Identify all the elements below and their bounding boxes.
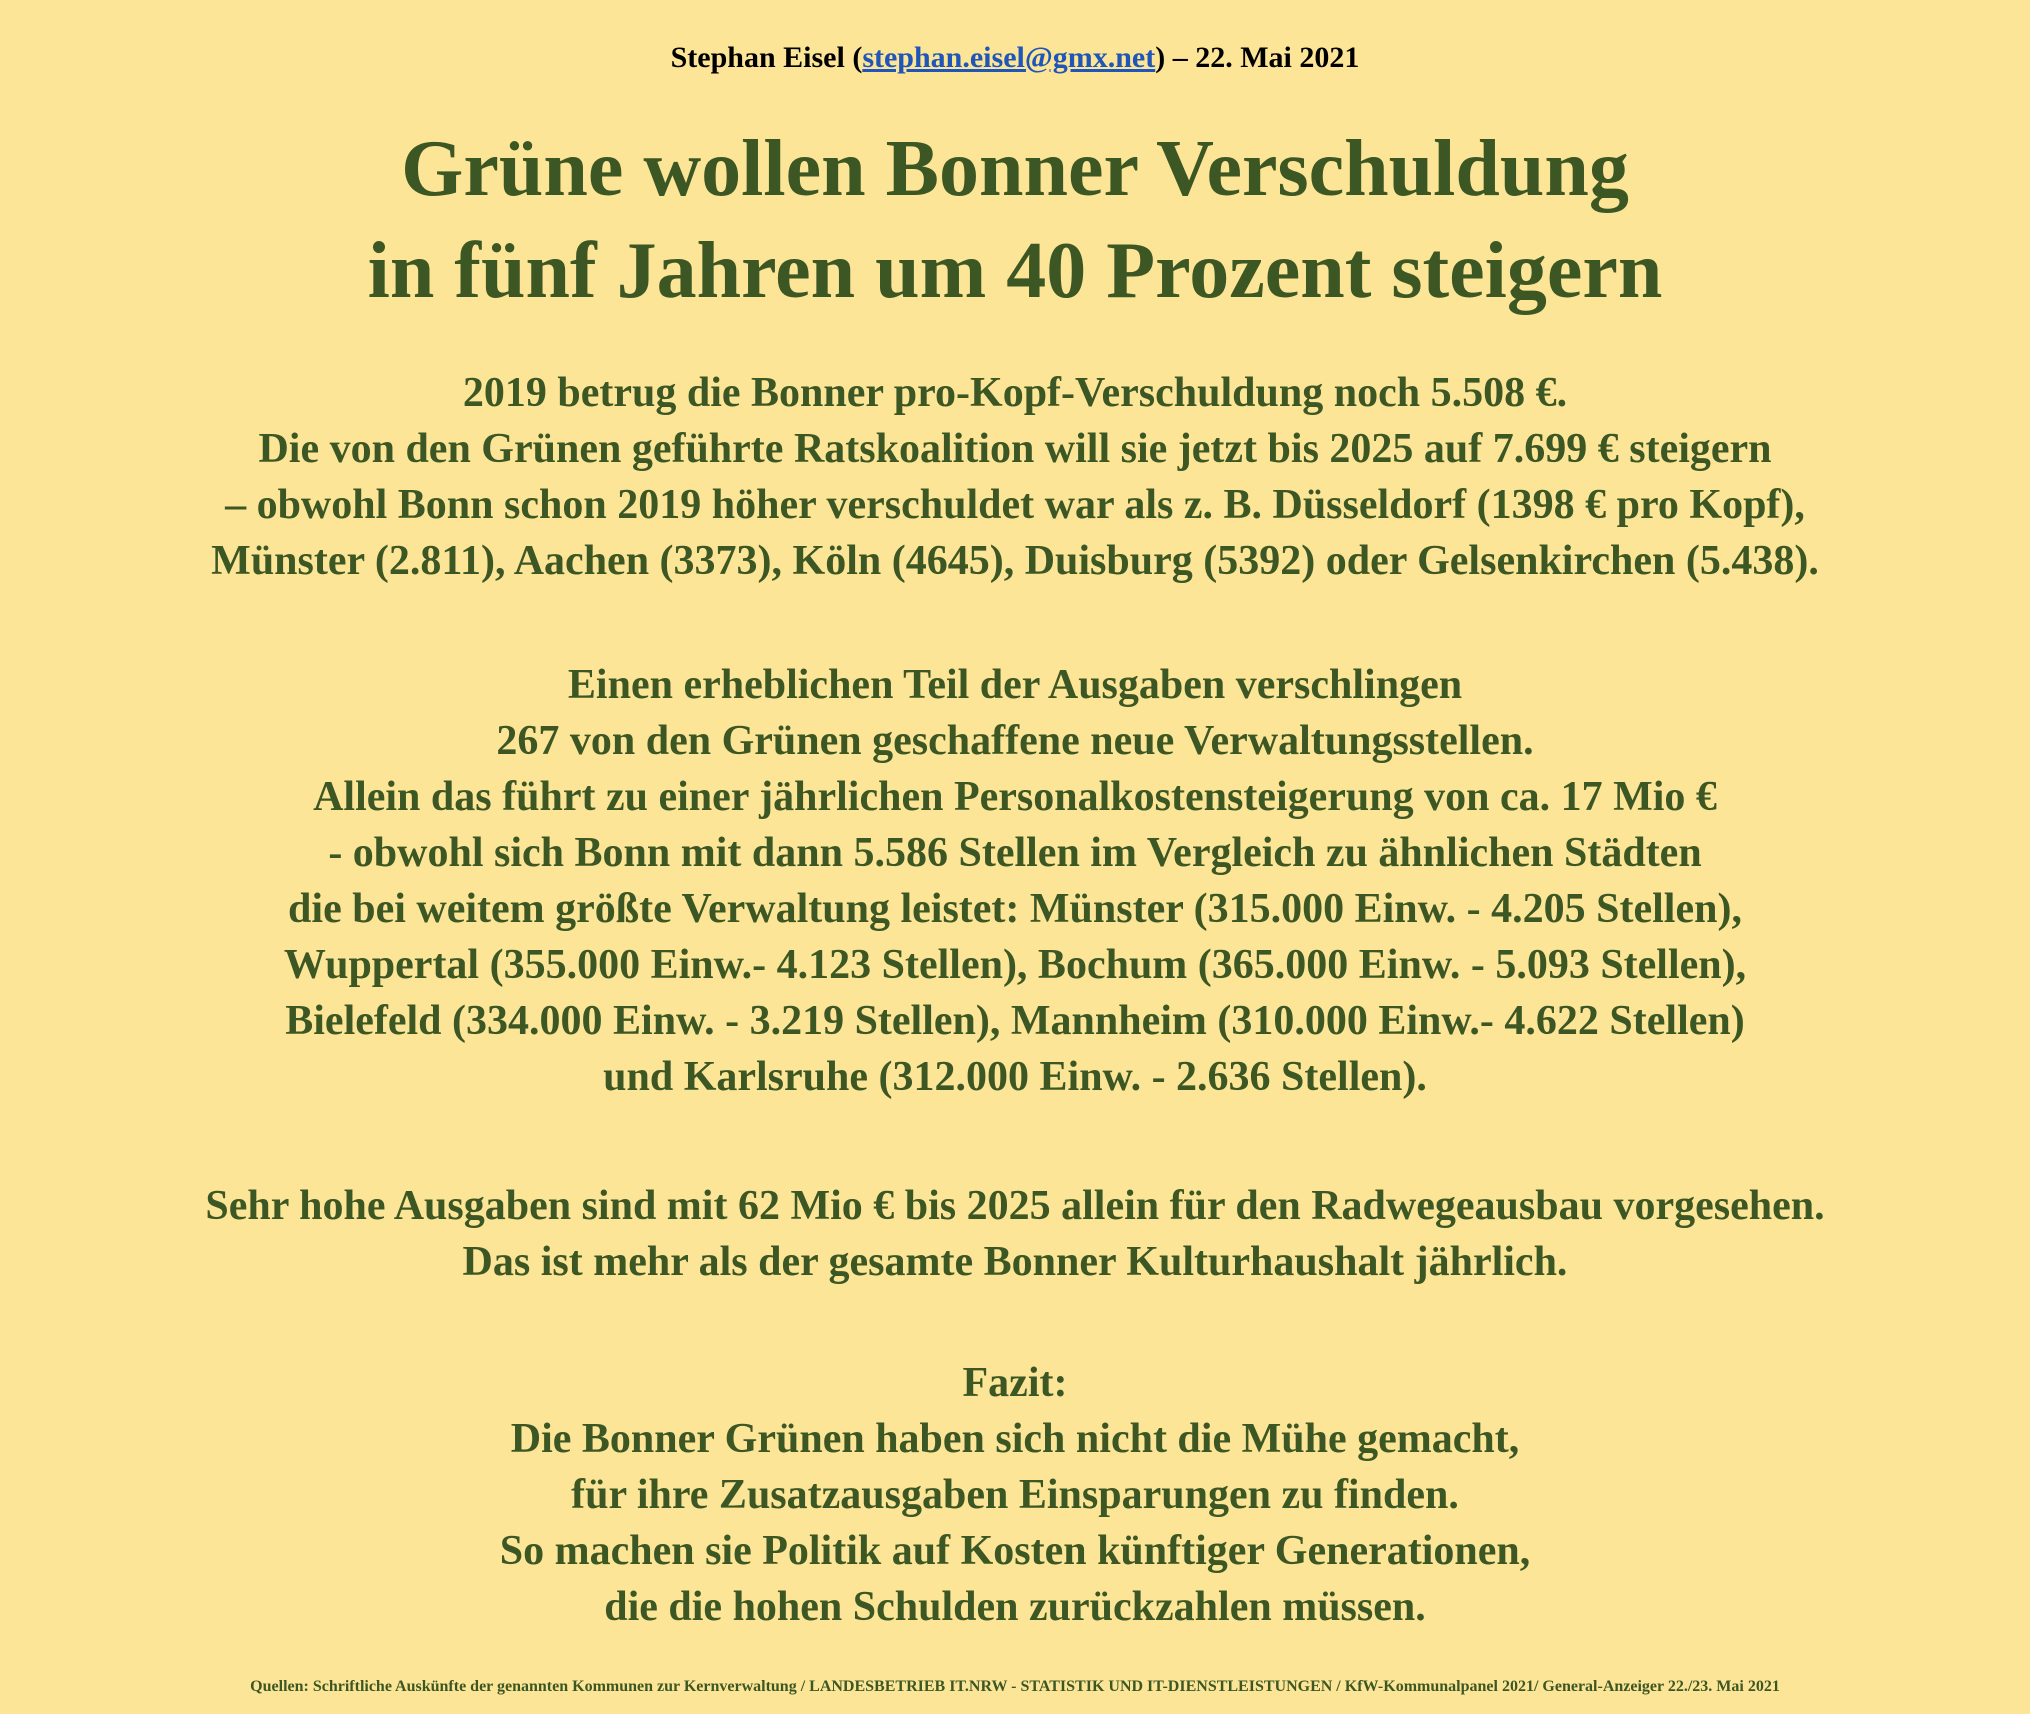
- paragraph-line: die die hohen Schulden zurückzahlen müssen.: [604, 1584, 1426, 1630]
- byline: [0, 40, 2030, 76]
- paragraph-line: Die von den Grünen geführte Ratskoalition will sie jetzt bis 2025 auf 7.699 € steigern: [258, 426, 1772, 472]
- paragraph-debt: [0, 365, 2030, 589]
- author-name: Stephan Eisel (: [670, 41, 863, 74]
- paragraph-fazit: [0, 1355, 2030, 1635]
- headline-line-2: in fünf Jahren um 40 Prozent steigern: [367, 227, 1663, 315]
- headline: [0, 118, 2030, 322]
- paragraph-line: - obwohl sich Bonn mit dann 5.586 Stellen im Vergleich zu ähnlichen Städten: [328, 830, 1702, 876]
- author-email-link[interactable]: stephan.eisel@gmx.net: [862, 41, 1156, 74]
- paragraph-line: Wuppertal (355.000 Einw.- 4.123 Stellen), Bochum (365.000 Einw. - 5.093 Stellen),: [283, 942, 1747, 988]
- publication-date: ) – 22. Mai 2021: [1155, 41, 1360, 74]
- headline-line-1: Grüne wollen Bonner Verschuldung: [401, 125, 1629, 213]
- paragraph-line: Bielefeld (334.000 Einw. - 3.219 Stellen), Mannheim (310.000 Einw.- 4.622 Stellen): [285, 998, 1745, 1044]
- paragraph-line: Allein das führt zu einer jährlichen Personalkostensteigerung von ca. 17 Mio €: [313, 774, 1717, 820]
- sources-footnote: Quellen: Schriftliche Auskünfte der genannten Kommunen zur Kernverwaltung / LANDESBETRIEB IT.NRW - STATISTIK UND IT-DIENSTLEISTUNGEN / KfW-Kommunalpanel 2021/ General-Anzeiger 22./23. Mai 2021: [250, 1678, 1780, 1695]
- paragraph-line: für ihre Zusatzausgaben Einsparungen zu finden.: [571, 1472, 1459, 1518]
- paragraph-line: So machen sie Politik auf Kosten künftiger Generationen,: [499, 1528, 1531, 1574]
- paragraph-line: Münster (2.811), Aachen (3373), Köln (4645), Duisburg (5392) oder Gelsenkirchen (5.438).: [211, 538, 1819, 584]
- paragraph-line: Das ist mehr als der gesamte Bonner Kulturhaushalt jährlich.: [462, 1239, 1568, 1285]
- paragraph-line: und Karlsruhe (312.000 Einw. - 2.636 Stellen).: [603, 1054, 1427, 1100]
- paragraph-line: Die Bonner Grünen haben sich nicht die Mühe gemacht,: [510, 1416, 1520, 1462]
- paragraph-line: die bei weitem größte Verwaltung leistet: Münster (315.000 Einw. - 4.205 Stellen),: [288, 886, 1742, 932]
- paragraph-staff: [0, 657, 2030, 1105]
- paragraph-line: Einen erheblichen Teil der Ausgaben verschlingen: [567, 662, 1463, 708]
- paragraph-line: – obwohl Bonn schon 2019 höher verschuldet war als z. B. Düsseldorf (1398 € pro Kopf),: [225, 482, 1805, 528]
- paragraph-line: 2019 betrug die Bonner pro-Kopf-Verschuldung noch 5.508 €.: [462, 370, 1568, 416]
- fazit-heading: Fazit:: [962, 1360, 1068, 1406]
- paragraph-line: Sehr hohe Ausgaben sind mit 62 Mio € bis 2025 allein für den Radwegeausbau vorgesehen.: [205, 1183, 1825, 1229]
- paragraph-bike: [0, 1178, 2030, 1290]
- paragraph-line: 267 von den Grünen geschaffene neue Verwaltungsstellen.: [496, 718, 1534, 764]
